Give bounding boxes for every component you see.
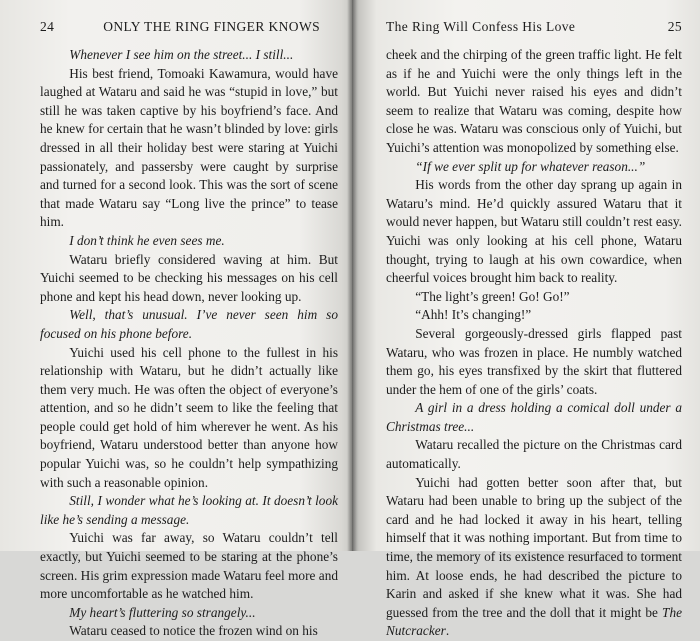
paragraph: I don’t think he even sees me. bbox=[69, 232, 225, 248]
right-page bbox=[352, 0, 700, 639]
paragraph: Well, that’s unusual. I’ve never seen him so focused on his phone before. bbox=[40, 307, 338, 341]
paragraph: His best friend, Tomoaki Kawamura, would have laughed at Wataru and said he was “stupid in love,” but still he was taken captive by his boyfriend’s face. And he knew for certain that he wasn’t blinded by love: girls dressed in all their holiday best were staring at Yuichi passionately, and passersby were caught by surprise and turned for a second look. This was the sort of scene that made Wataru say “Long live the prince” to tease him. bbox=[40, 65, 338, 230]
paragraph-body: Yuichi had gotten better soon after that, but Wataru had been unable to bring up the subject of the card and he had locked it away in his heart, telling himself that it was nothing important. But from time to time, the memory of its existence resurfaced to torment him. At loose ends, he had described the picture to Karin and asked if she knew what it was. She had guessed from the tree and the doll that it might be bbox=[386, 474, 682, 620]
paragraph: “Ahh! It’s changing!” bbox=[415, 307, 532, 323]
paragraph: “If we ever split up for whatever reason...” bbox=[415, 158, 646, 174]
page-number-right: 25 bbox=[667, 19, 682, 34]
paragraph: cheek and the chirping of the green traffic light. He felt as if he and Yuichi were the only things left in the world. But Yuichi never raised his eyes and didn’t seem to realize that Wataru was coming, despite how close he was. Wataru was conscious only of Yuichi, but Yuichi’s attention was monopolized by something else. bbox=[386, 47, 682, 155]
paragraph: Whenever I see him on the street... I still... bbox=[69, 47, 294, 62]
running-head-left: ONLY THE RING FINGER KNOWS bbox=[103, 19, 320, 34]
paragraph: Yuichi was far away, so Wataru couldn’t tell exactly, but Yuichi seemed to be staring at the phone’s screen. His grim expression made Wataru feel more and more uncomfortable as he watched him. bbox=[40, 530, 338, 602]
left-page-text bbox=[40, 46, 338, 641]
running-head-right: The Ring Will Confess His Love bbox=[386, 19, 576, 34]
right-page-text bbox=[386, 46, 682, 641]
book-title-nutcracker: The Nutcracker bbox=[386, 604, 682, 639]
paragraph: His words from the other day sprang up again in Wataru’s mind. He’d quickly assured Wataru that it would never happen, but Wataru still couldn’t rest easy. Yuichi was only looking at his cell phone, Wataru thought, trying to laugh at his own cowardice, when cheerful voices brought him back to reality. bbox=[386, 177, 682, 286]
paragraph: Several gorgeously-dressed girls flapped past Wataru, who was frozen in place. He numbly watched them go, his eyes transfixed by the skirt that fluttered under the hem of one of the girls’ coats. bbox=[386, 325, 682, 397]
paragraph: My heart’s fluttering so strangely... bbox=[69, 604, 256, 620]
paragraph: Yuichi used his cell phone to the fullest in his relationship with Wataru, but he didn’t actually like them very much. He was often the object of everyone’s attention, and so he didn’t seem to like the feeling that people could get hold of him wherever he went. As his boyfriend, Wataru understood better than anyone how popular Yuichi was, so he couldn’t help sympathizing with such a reasonable opinion. bbox=[40, 344, 338, 490]
page-number-left: 24 bbox=[40, 19, 55, 34]
sentence-end: . bbox=[445, 623, 450, 639]
left-page-header bbox=[40, 18, 338, 38]
paragraph: A girl in a dress holding a comical doll under a Christmas tree... bbox=[386, 400, 682, 434]
right-page-header bbox=[386, 18, 682, 38]
paragraph: “The light’s green! Go! Go!” bbox=[415, 288, 570, 304]
paragraph bbox=[386, 474, 682, 641]
paragraph: Still, I wonder what he’s looking at. It doesn’t look like he’s sending a message. bbox=[40, 493, 338, 527]
paragraph: Wataru recalled the picture on the Christmas card automatically. bbox=[386, 437, 682, 472]
paragraph: Wataru ceased to notice the frozen wind on his bbox=[69, 623, 318, 639]
paragraph: Wataru briefly considered waving at him. But Yuichi seemed to be checking his messages on his cell phone and kept his head down, never looking up. bbox=[40, 251, 338, 304]
